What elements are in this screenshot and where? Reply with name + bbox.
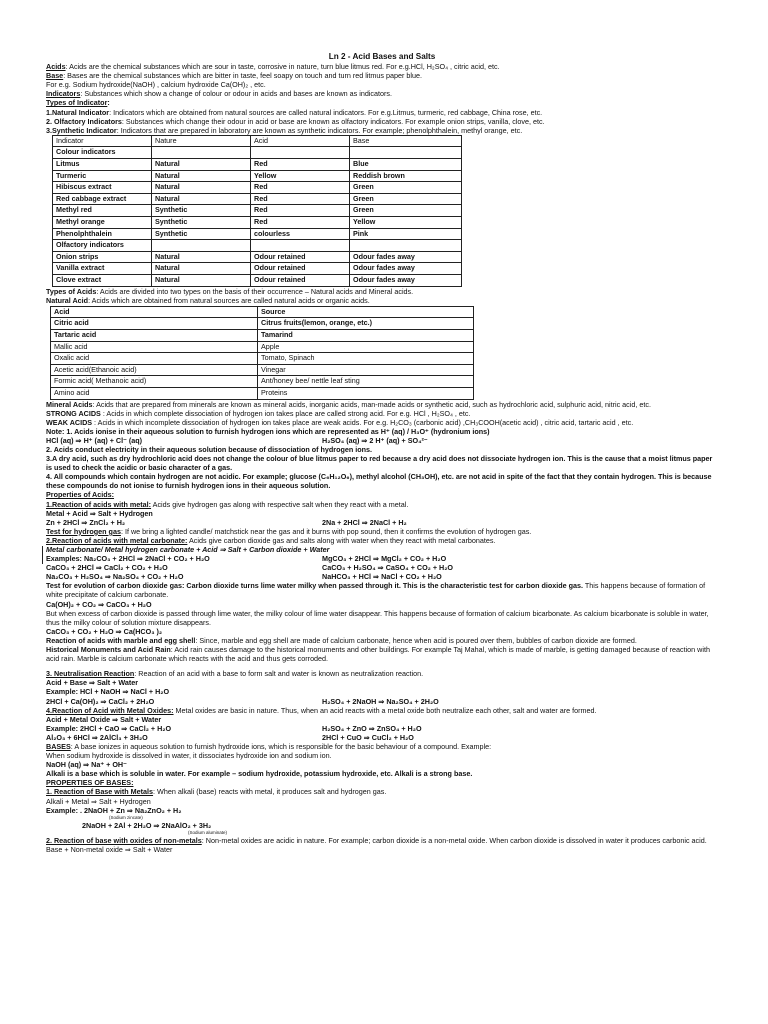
table-header-cell: Indicator — [53, 135, 152, 147]
weak-acids: WEAK ACIDS : Acids in which incomplete dissociation of hydrogen ion takes place are weak acids. For e.g. H₂CO₃ (carbonic acid) ,CH₃COOH(acetic acid) , citric acid, tartaric acid , etc. — [46, 417, 634, 427]
table-cell: Natural — [152, 251, 251, 263]
test-hydrogen-gas: Test for hydrogen gas: If we bring a lighted candle/ matchstick near the gas and it burns with pop sound, then it confirms the evolution of hydrogen gas. — [46, 526, 532, 536]
base-definition: Base: Bases are the chemical substances which are bitter in taste, feel soapy on touch and turn red litmus paper blue. — [46, 71, 422, 81]
table-cell: Green — [350, 182, 462, 194]
reaction-acid-carbonate: 2.Reaction of acids with metal carbonate: Acids give carbon dioxide gas and salts along with water when they react with metal carbonates. — [46, 535, 496, 545]
reaction-acid-metal-oxide: 4.Reaction of Acid with Metal Oxides: Metal oxides are basic in nature. Thus, when an acid reacts with a metal oxide both neutralize each other, salt and water are formed. — [46, 705, 597, 715]
table-cell: Red cabbage extract — [53, 193, 152, 205]
table-header-row — [53, 135, 462, 147]
table-cell: Vinegar — [258, 364, 474, 376]
excess-co2-paragraph: But when excess of carbon dioxide is passed through lime water, the milky colour of lime water disappear. This happens because of formation of calcium bicarbonate. As calcium bicarbonate is soluble in water, thus the milky colour of solution mixture disappears. — [46, 608, 709, 627]
table-cell: Olfactory indicators — [53, 240, 152, 252]
base-example: For e.g. Sodium hydroxide(NaOH) , calcium hydroxide Ca(OH)₂ , etc. — [46, 80, 266, 90]
table-cell: Pink — [350, 228, 462, 240]
types-of-acids: Types of Acids: Acids are divided into two types on the basis of their occurrence – Natural acids and Mineral acids. — [46, 286, 414, 296]
table-cell: Vanilla extract — [53, 263, 152, 275]
table-cell: Green — [350, 205, 462, 217]
table-cell: Green — [350, 193, 462, 205]
indicator-table — [52, 135, 462, 287]
table-row — [53, 147, 462, 159]
table-header-cell: Nature — [152, 135, 251, 147]
table-row — [51, 376, 474, 388]
synthetic-indicator: 3.Synthetic Indicator: Indicators that are prepared in laboratory are known as synthetic indicators. For example; phenolphthalein, methyl orange, etc. — [46, 125, 523, 135]
text-cursor — [42, 546, 43, 564]
table-cell: Odour retained — [251, 263, 350, 275]
table-cell — [251, 147, 350, 159]
table-header-row — [51, 306, 474, 318]
strong-acids: STRONG ACIDS : Acids in which complete dissociation of hydrogen ion takes place are called strong acid. For e.g. HCl , H₂SO₄ , etc. — [46, 408, 471, 418]
table-cell: Natural — [152, 182, 251, 194]
table-cell: Citrus fruits(lemon, orange, etc.) — [258, 318, 474, 330]
table-cell: Onion strips — [53, 251, 152, 263]
table-cell: Red — [251, 217, 350, 229]
table-cell — [152, 240, 251, 252]
olfactory-indicator: 2. Olfactory Indicators: Substances which change their odour in acid or base are known as olfactory indicators. For example onion strips, vanilla, clove, etc. — [46, 116, 545, 126]
table-cell: Formic acid( Methanoic acid) — [51, 376, 258, 388]
table-cell: Hibiscus extract — [53, 182, 152, 194]
table-cell: Litmus — [53, 159, 152, 171]
table-row — [53, 240, 462, 252]
properties-of-acids-heading: Properties of Acids: — [46, 490, 115, 500]
metal-oxide-example-2: Al₂O₃ + 6HCl ⇒ 2AlCl₃ + 3H₂O 2HCl + CuO ⇒ CuCl₂ + H₂O — [46, 732, 414, 742]
metal-oxide-word-equation: Acid + Metal Oxide ⇒ Salt + Water — [46, 714, 162, 724]
sodium-aluminate-label: (Sodium aluminate) — [188, 829, 228, 835]
properties-of-bases-heading: PROPERTIES OF BASES: — [46, 778, 134, 788]
page-title: Ln 2 - Acid Bases and Salts — [328, 52, 436, 61]
carbonate-example-2: CaCO₃ + 2HCl ⇒ CaCl₂ + CO₂ + H₂O CaCO₃ + H₂SO₄ ⇒ CaSO₄ + CO₂ + H₂O — [46, 563, 454, 573]
reaction-base-nonmetal-oxide: 2. Reaction of base with oxides of non-metals: Non-metal oxides are acidic in nature. For example; carbon dioxide is a non-metal oxide. When carbon dioxide is dissolved in water it produces carbonic acid. — [46, 835, 707, 845]
table-cell: Oxalic acid — [51, 353, 258, 365]
table-cell: Mallic acid — [51, 341, 258, 353]
table-cell: Turmeric — [53, 170, 152, 182]
table-cell: Methyl orange — [53, 217, 152, 229]
table-cell: Synthetic — [152, 228, 251, 240]
table-row — [51, 387, 474, 399]
table-cell: Ant/honey bee/ nettle leaf sting — [258, 376, 474, 388]
table-cell: Reddish brown — [350, 170, 462, 182]
neutralisation-reaction: 3. Neutralisation Reaction: Reaction of an acid with a base to form salt and water is known as neutralization reaction. — [46, 669, 424, 679]
neutralisation-example-1: Example: HCl + NaOH ⇒ NaCl + H₂O — [46, 687, 170, 697]
table-cell: Citric acid — [51, 318, 258, 330]
table-cell: Red — [251, 205, 350, 217]
table-row — [53, 263, 462, 275]
table-cell: Odour retained — [251, 251, 350, 263]
test-carbon-dioxide: Test for evolution of carbon dioxide gas: Carbon dioxide turns lime water milky when passed through it. This is the characteristic test for carbon dioxide gas. This happens because of formation of white precipitate of calcium carbonate. — [46, 581, 706, 600]
note-3: 3.A dry acid, such as dry hydrochloric acid does not change the colour of blue litmus paper to red because a dry acid does not dissociate hydrogen ion. This is the cause that a moist litmus paper is used to check the acidic or basic character of a gas. — [46, 454, 713, 473]
neutralisation-example-2: 2HCl + Ca(OH)₂ ⇒ CaCl₂ + 2H₂O H₂SO₄ + 2NaOH ⇒ Na₂SO₄ + 2H₂O — [46, 696, 439, 706]
mineral-acids: Mineral Acids: Acids that are prepared from minerals are known as mineral acids, inorganic acids, man-made acids or synthetic acid, such as hydrochloric acid, sulphuric acid, nitric acid, etc. — [46, 399, 651, 409]
table-cell: Tartaric acid — [51, 329, 258, 341]
table-cell: Amino acid — [51, 387, 258, 399]
carbonate-word-equation: Metal carbonate/ Metal hydrogen carbonate + Acid ⇒ Salt + Carbon dioxide + Water — [46, 545, 330, 554]
base-metal-example-2: 2NaOH + 2Al + 2H₂O ⇒ 2NaAlO₂ + 3H₂ — [82, 820, 212, 830]
table-cell — [350, 147, 462, 159]
table-row — [53, 217, 462, 229]
table-cell: Colour indicators — [53, 147, 152, 159]
indicators-definition: Indicators: Substances which show a change of colour or odour in acids and bases are known as indicators. — [46, 89, 392, 99]
hcl-dissociation-equation: HCl (aq) ⇒ H⁺ (aq) + Cl⁻ (aq) H₂SO₄ (aq) ⇒ 2 H⁺ (aq) + SO₄²⁻ — [46, 435, 428, 445]
table-cell — [251, 240, 350, 252]
table-row — [53, 182, 462, 194]
table-cell: Yellow — [350, 217, 462, 229]
table-cell: Red — [251, 182, 350, 194]
table-row — [53, 193, 462, 205]
table-cell: colourless — [251, 228, 350, 240]
table-header-cell: Acid — [251, 135, 350, 147]
table-cell: Clove extract — [53, 274, 152, 286]
table-cell: Red — [251, 193, 350, 205]
table-cell: Red — [251, 159, 350, 171]
table-cell: Natural — [152, 159, 251, 171]
note-2: 2. Acids conduct electricity in their aqueous solution because of dissociation of hydrogen ions. — [46, 444, 373, 454]
table-cell: Odour fades away — [350, 263, 462, 275]
table-cell: Odour retained — [251, 274, 350, 286]
table-cell: Yellow — [251, 170, 350, 182]
metal-acid-word-equation: Metal + Acid ⇒ Salt + Hydrogen — [46, 508, 153, 518]
document-page — [46, 52, 718, 854]
table-cell: Proteins — [258, 387, 474, 399]
table-cell: Tamarind — [258, 329, 474, 341]
table-header-cell: Acid — [51, 306, 258, 318]
natural-acid-table — [50, 306, 474, 400]
table-cell — [152, 147, 251, 159]
table-row — [51, 364, 474, 376]
table-header-cell: Base — [350, 135, 462, 147]
lime-water-equation: Ca(OH)₂ + CO₂ ⇒ CaCO₃ + H₂O — [46, 599, 152, 609]
table-cell: Natural — [152, 263, 251, 275]
zinc-hcl-equation: Zn + 2HCl ⇒ ZnCl₂ + H₂ 2Na + 2HCl ⇒ 2NaCl + H₂ — [46, 517, 407, 527]
table-cell: Methyl red — [53, 205, 152, 217]
bases-line-2: When sodium hydroxide is dissolved in water, it dissociates hydroxide ion and sodium ion. — [46, 751, 332, 761]
base-metal-example-1: Example: . 2NaOH + Zn ⇒ Na₂ZnO₂ + H₂ — [46, 805, 182, 815]
types-of-indicator-heading: Types of Indicator: — [46, 98, 110, 108]
table-cell: Phenolphthalein — [53, 228, 152, 240]
table-row — [51, 353, 474, 365]
table-cell: Odour fades away — [350, 274, 462, 286]
table-cell: Odour fades away — [350, 251, 462, 263]
note-4: 4. All compounds which contain hydrogen are not acidic. For example; glucose (C₆H₁₂O₆), methyl alcohol (CH₃OH), etc. are not acid in spite of the fact that they contain hydrogen. This is because these compounds do not ionise to furnish hydrogen ions in their aqueous solution. — [46, 472, 712, 491]
table-row — [53, 159, 462, 171]
reaction-acid-metal: 1.Reaction of acids with metal: Acids give hydrogen gas along with respective salt when they react with a metal. — [46, 499, 409, 509]
reaction-base-metal: 1. Reaction of Base with Metals: When alkali (base) reacts with metal, it produces salt and hydrogen gas. — [46, 787, 387, 797]
neutralisation-word-equation: Acid + Base ⇒ Salt + Water — [46, 678, 139, 688]
bicarbonate-equation: CaCO₃ + CO₂ + H₂O ⇒ Ca(HCO₃ )₂ — [46, 626, 163, 636]
base-metal-word-equation: Alkali + Metal ⇒ Salt + Hydrogen — [46, 796, 151, 806]
carbonate-example-3: Na₂CO₃ + H₂SO₄ ⇒ Na₂SO₄ + CO₂ + H₂O NaHCO₃ + HCl ⇒ NaCl + CO₂ + H₂O — [46, 572, 442, 582]
metal-oxide-example-1: Example: 2HCl + CaO ⇒ CaCl₂ + H₂O H₂SO₄ + ZnO ⇒ ZnSO₄ + H₂O — [46, 723, 422, 733]
table-row — [53, 274, 462, 286]
base-nonmetal-word-equation: Base + Non-metal oxide ⇒ Salt + Water — [46, 844, 173, 854]
natural-acid: Natural Acid: Acids which are obtained from natural sources are called natural acids or organic acids. — [46, 295, 370, 305]
alkali-definition: Alkali is a base which is soluble in water. For example – sodium hydroxide, potassium hydroxide, etc. Alkali is a strong base. — [46, 769, 473, 779]
carbonate-example-1: Examples: Na₂CO₃ + 2HCl ⇒ 2NaCl + CO₂ + H₂O MgCO₃ + 2HCl ⇒ MgCl₂ + CO₂ + H₂O — [46, 554, 447, 564]
acids-definition: Acids: Acids are the chemical substances which are sour in taste, corrosive in nature, turn blue litmus red. For e.g.HCl, H₂SO₄ , citric acid, etc. — [46, 62, 500, 72]
table-row — [51, 341, 474, 353]
table-row — [51, 318, 474, 330]
table-cell: Synthetic — [152, 205, 251, 217]
table-cell: Natural — [152, 193, 251, 205]
sodium-zincate-label: (Sodium zincate) — [109, 814, 143, 820]
table-cell: Synthetic — [152, 217, 251, 229]
table-cell: Tomato, Spinach — [258, 353, 474, 365]
table-cell: Apple — [258, 341, 474, 353]
table-row — [53, 205, 462, 217]
table-cell: Natural — [152, 274, 251, 286]
table-header-cell: Source — [258, 306, 474, 318]
bases-definition: BASES: A base ionizes in aqueous solution to furnish hydroxide ions, which is responsible for the basic behaviour of a compound. Example: — [46, 741, 492, 751]
marble-egg-shell: Reaction of acids with marble and egg shell: Since, marble and egg shell are made of calcium carbonate, hence when acid is poured over them, bubbles of carbon dioxide are formed. — [46, 635, 637, 645]
table-row — [53, 228, 462, 240]
natural-indicator: 1.Natural Indicator: Indicators which are obtained from natural sources are called natural indicators. For e.g.Litmus, turmeric, red cabbage, China rose, etc. — [46, 107, 543, 117]
naoh-dissociation: NaOH (aq) ⇒ Na⁺ + OH⁻ — [46, 760, 127, 770]
note-1: Note: 1. Acids ionise in their aqueous solution to furnish hydrogen ions which are represented as H⁺ (aq) / H₃O⁺ (hydronium ions) — [46, 426, 490, 436]
acid-rain-paragraph: Historical Monuments and Acid Rain: Acid rain causes damage to the historical monuments and other buildings. For example Taj Mahal, which is made of marble, is getting damaged because of reaction with acid rain. Marble is calcium carbonate which reacts with the acid and thus gets corroded. — [46, 645, 710, 664]
table-cell — [350, 240, 462, 252]
table-row — [53, 170, 462, 182]
table-row — [53, 251, 462, 263]
table-cell: Natural — [152, 170, 251, 182]
table-cell: Blue — [350, 159, 462, 171]
table-cell: Acetic acid(Ethanoic acid) — [51, 364, 258, 376]
table-row — [51, 329, 474, 341]
